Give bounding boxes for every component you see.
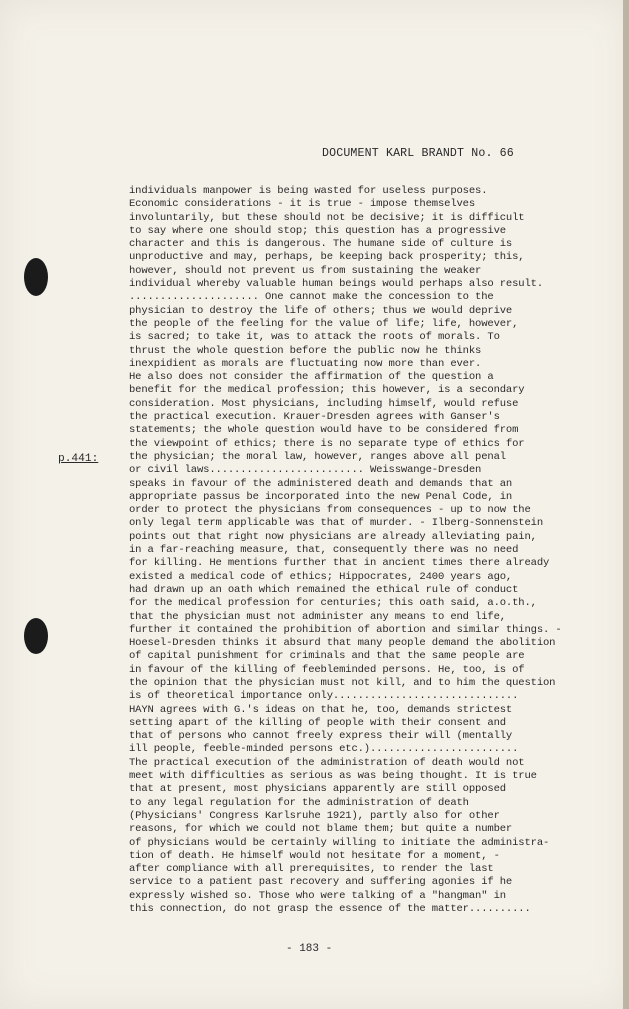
text-line: statements; the whole question would have to be considered from <box>129 424 519 437</box>
text-line: benefit for the medical profession; this however, is a secondary <box>129 384 525 397</box>
text-line: Hoesel-Dresden thinks it absurd that many people demand the abolition <box>129 637 556 650</box>
document-header: DOCUMENT KARL BRANDT No. 66 <box>322 147 514 160</box>
text-line: that the physician must not administer any means to end life, <box>129 610 506 623</box>
text-line: for killing. He mentions further that in ancient times there already <box>129 557 550 570</box>
text-line: existed a medical code of ethics; Hippocrates, 2400 years ago, <box>129 570 513 583</box>
text-line: tion of death. He himself would not hesitate for a moment, - <box>129 849 500 862</box>
text-line: that of persons who cannot freely express their will (mentally <box>129 730 513 743</box>
text-line: involuntarily, but these should not be decisive; it is difficult <box>129 211 525 224</box>
text-line: unproductive and may, perhaps, be keeping back prosperity; this, <box>129 251 525 264</box>
text-line: this connection, do not grasp the essence of the matter.......... <box>129 903 531 916</box>
text-line: individual whereby valuable human beings would perhaps also result. <box>129 278 544 291</box>
margin-page-reference: p.441: <box>58 453 99 465</box>
text-line: of physicians would be certainly willing to initiate the administra- <box>129 836 550 849</box>
text-line: after compliance with all prerequisites, to render the last <box>129 863 494 876</box>
text-line: of capital punishment for criminals and that the same people are <box>129 650 525 663</box>
text-line: Economic considerations - it is true - impose themselves <box>129 198 476 211</box>
text-line: for the medical profession for centuries; this oath said, a.o.th., <box>129 597 537 610</box>
text-line: speaks in favour of the administered death and demands that an <box>129 477 513 490</box>
body-text <box>129 185 569 916</box>
text-line: inexpidient as morals are fluctuating now more than ever. <box>129 357 482 370</box>
text-line: individuals manpower is being wasted for useless purposes. <box>129 185 488 197</box>
text-line: points out that right now physicians are already alleviating pain, <box>129 530 537 543</box>
text-line: the viewpoint of ethics; there is no separate type of ethics for <box>129 437 525 450</box>
text-line: to any legal regulation for the administration of death <box>129 796 469 809</box>
text-line: the practical execution. Krauer-Dresden agrees with Ganser's <box>129 411 500 424</box>
text-line: further it contained the prohibition of abortion and similar things. - <box>129 623 562 636</box>
text-line: that at present, most physicians apparently are still opposed <box>129 783 506 796</box>
text-line: physician to destroy the life of others; thus we would deprive <box>129 304 513 317</box>
text-line: (Physicians' Congress Karlsruhe 1921), partly also for other <box>129 809 500 822</box>
text-line: thrust the whole question before the public now he thinks <box>129 344 482 357</box>
text-line: HAYN agrees with G.'s ideas on that he, too, demands strictest <box>129 703 513 716</box>
text-line: consideration. Most physicians, including himself, would refuse <box>129 397 519 410</box>
text-line: only legal term applicable was that of murder. - Ilberg-Sonnenstein <box>129 517 544 530</box>
punch-hole-bottom <box>24 618 48 654</box>
text-line: in favour of the killing of feebleminded persons. He, too, is of <box>129 663 525 676</box>
text-line: setting apart of the killing of people with their consent and <box>129 716 506 729</box>
text-line: reasons, for which we could not blame them; but quite a number <box>129 823 513 836</box>
text-line: order to protect the physicians from consequences - up to now the <box>129 504 531 517</box>
text-line: or civil laws......................... Weisswange-Dresden <box>129 464 482 477</box>
text-line: had drawn up an oath which remained the ethical rule of conduct <box>129 583 519 596</box>
paper-edge <box>623 0 629 1009</box>
text-line: He also does not consider the affirmation of the question a <box>129 371 494 384</box>
text-line: to say where one should stop; this question has a progressive <box>129 224 506 237</box>
text-line: the opinion that the physician must not kill, and to him the question <box>129 676 556 689</box>
text-line: character and this is dangerous. The humane side of culture is <box>129 238 513 251</box>
text-line: is of theoretical importance only.............................. <box>129 690 519 703</box>
text-line: in a far-reaching measure, that, consequently there was no need <box>129 544 519 557</box>
text-line: is sacred; to take it, was to attack the roots of morals. To <box>129 331 500 344</box>
text-line: the people of the feeling for the value of life; life, however, <box>129 317 519 330</box>
text-line: appropriate passus be incorporated into the new Penal Code, in <box>129 490 513 503</box>
text-line: expressly wished so. Those who were talking of a "hangman" in <box>129 889 506 902</box>
page-number: - 183 - <box>286 943 333 955</box>
text-line: ..................... One cannot make the concession to the <box>129 291 494 304</box>
text-line: The practical execution of the administration of death would not <box>129 756 525 769</box>
text-line: ill people, feeble-minded persons etc.)........................ <box>129 743 519 756</box>
text-line: however, should not prevent us from sustaining the weaker <box>129 264 482 277</box>
text-line: the physician; the moral law, however, ranges above all penal <box>129 450 506 463</box>
text-line: meet with difficulties as serious as was being thought. It is true <box>129 770 537 783</box>
text-line: service to a patient past recovery and suffering agonies if he <box>129 876 513 889</box>
punch-hole-top <box>24 258 48 296</box>
